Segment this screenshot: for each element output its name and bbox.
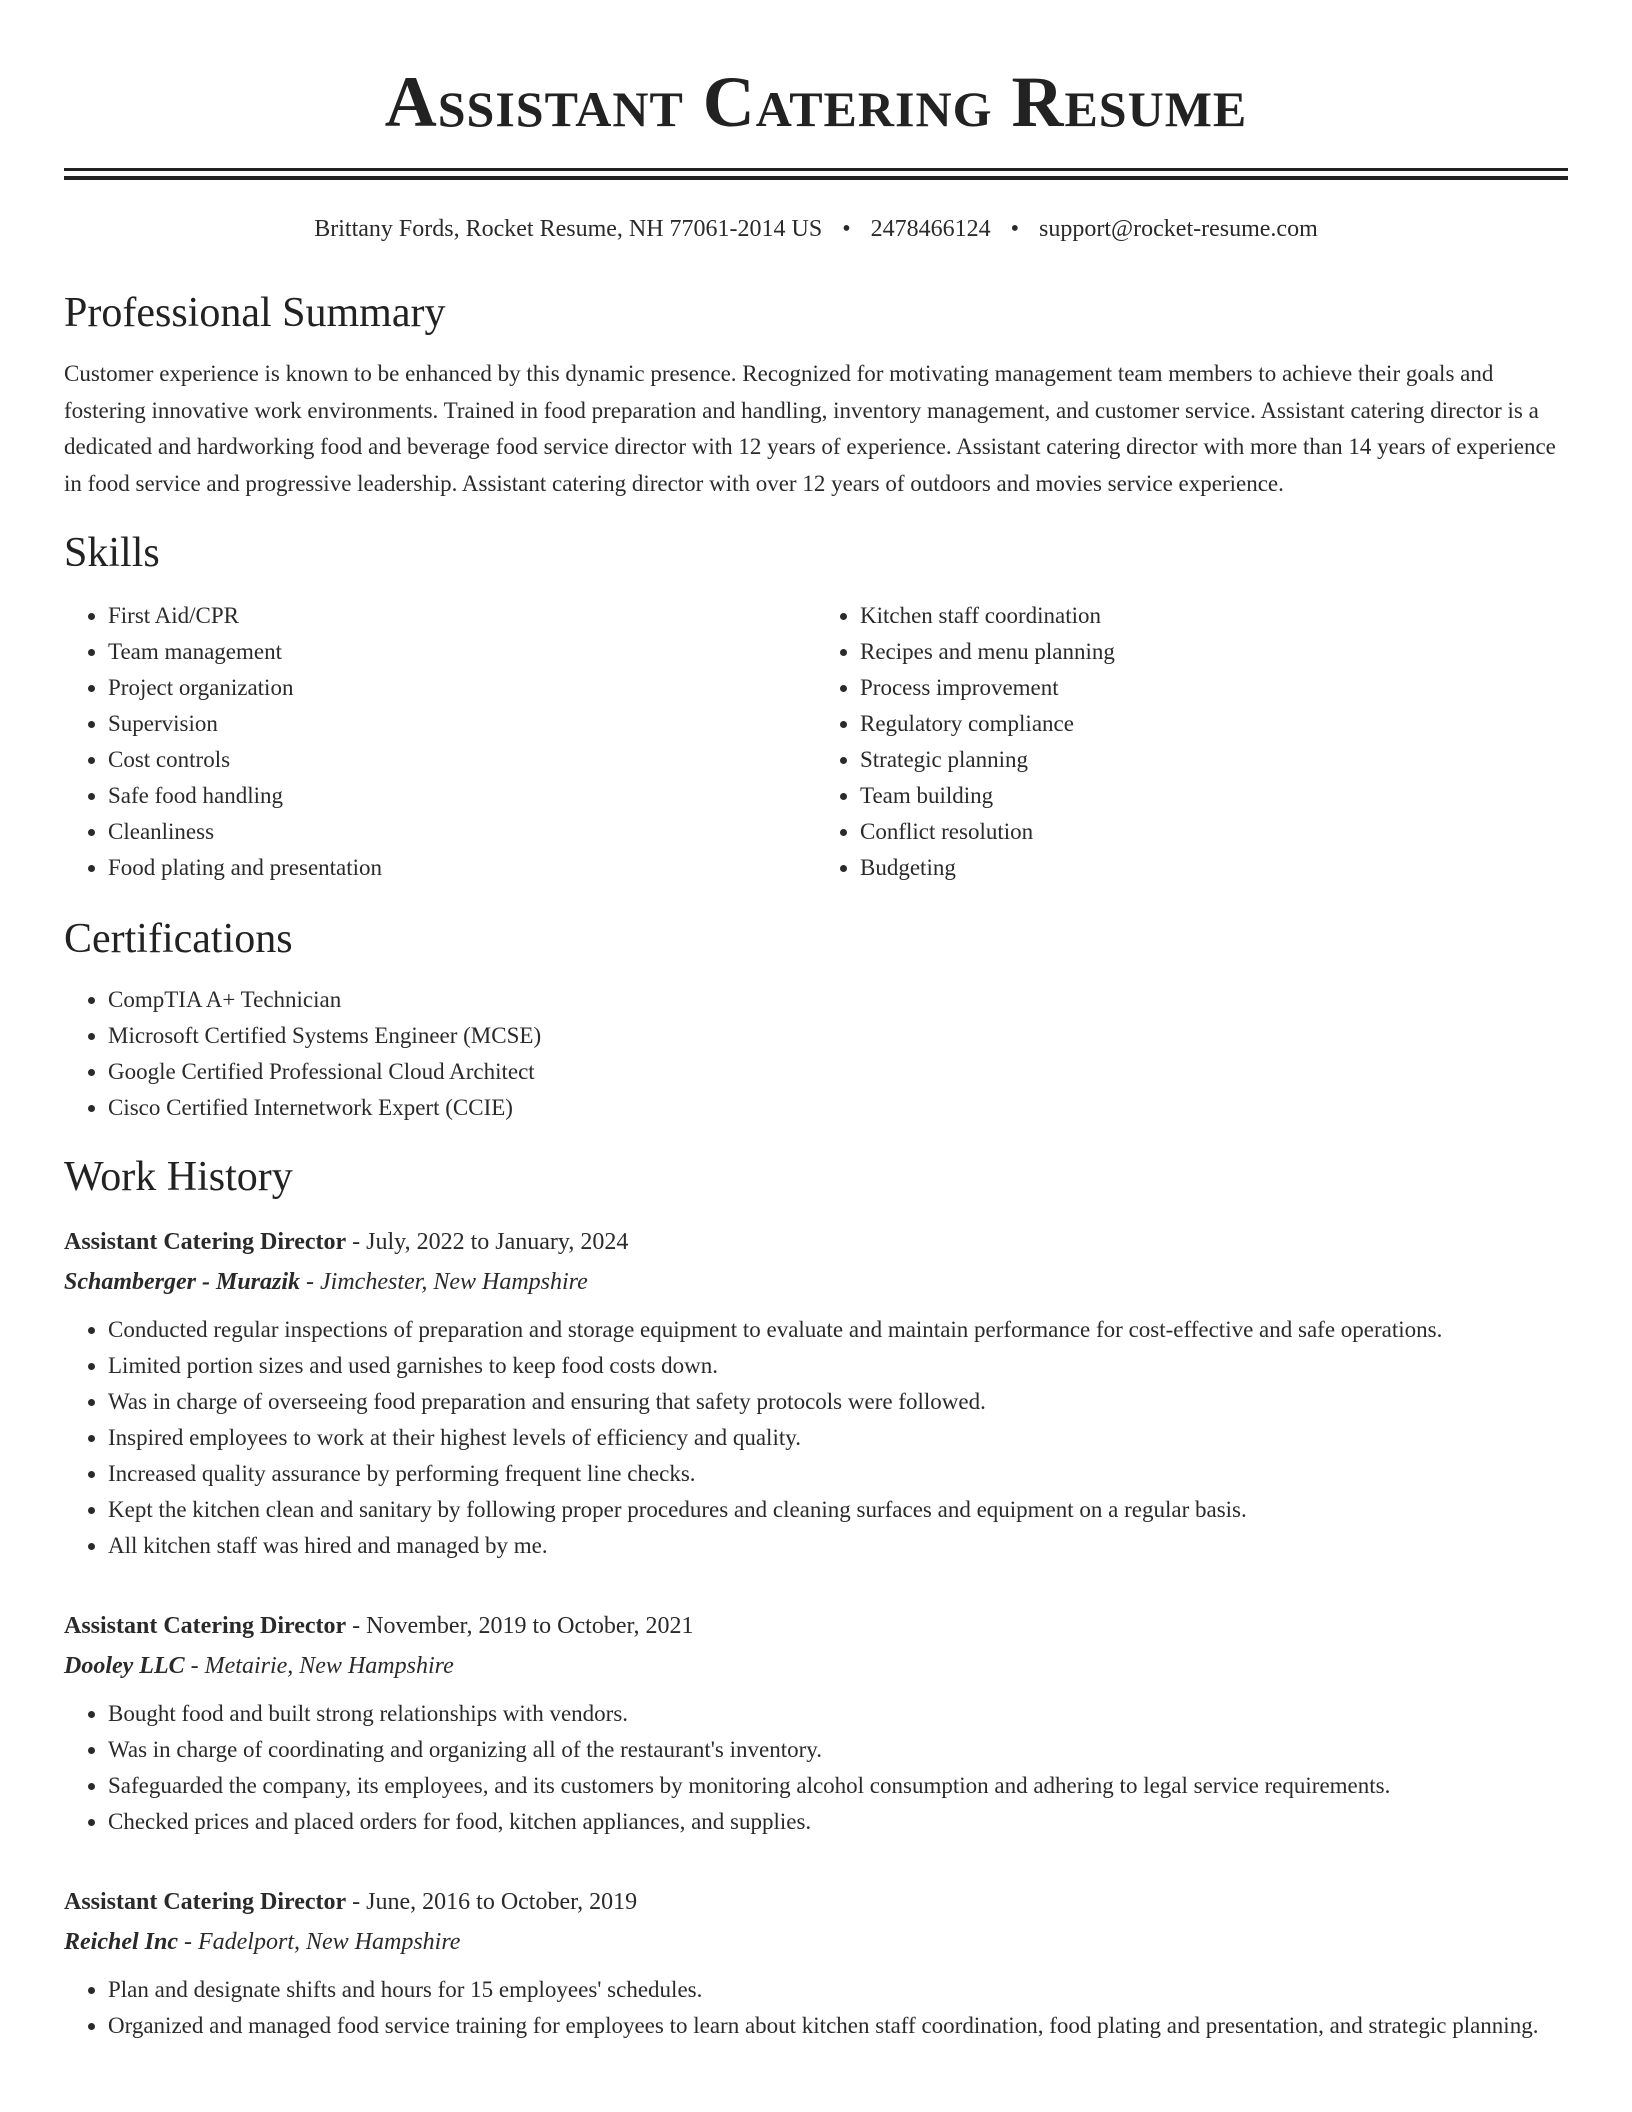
job-title-line: [64, 1222, 1568, 1262]
job-bullets: [64, 1312, 1568, 1564]
contact-address: Brittany Fords, Rocket Resume, NH 77061-2014 US: [314, 216, 823, 242]
certification-item: • Cisco Certified Internetwork Expert (CCIE): [108, 1090, 1568, 1126]
job-title-line: [64, 1882, 1568, 1922]
certifications-list: [64, 982, 1568, 1126]
job-title: Assistant Catering Director: [64, 1889, 347, 1915]
job-bullet: • Limited portion sizes and used garnishes to keep food costs down.: [108, 1348, 1568, 1384]
skills-columns: [64, 598, 1568, 886]
certification-item: • Microsoft Certified Systems Engineer (MCSE): [108, 1018, 1568, 1054]
skill-item: • First Aid/CPR: [108, 598, 816, 634]
skill-item: • Budgeting: [860, 850, 1568, 886]
skills-list-left: [64, 598, 816, 886]
job-bullet: • Safeguarded the company, its employees, and its customers by monitoring alcohol consumption and adhering to legal service requirements.: [108, 1768, 1568, 1804]
contact-separator: •: [1010, 216, 1020, 242]
job-entry: [64, 1882, 1568, 2044]
skill-item: • Strategic planning: [860, 742, 1568, 778]
job-bullet: • Conducted regular inspections of preparation and storage equipment to evaluate and maintain performance for cost-effective and safe operations.: [108, 1312, 1568, 1348]
skill-item: • Cleanliness: [108, 814, 816, 850]
job-location: - Fadelport, New Hampshire: [178, 1929, 461, 1955]
job-company: Schamberger - Murazik: [64, 1269, 301, 1295]
skill-item: • Kitchen staff coordination: [860, 598, 1568, 634]
job-bullet: • Kept the kitchen clean and sanitary by following proper procedures and cleaning surfaces and equipment on a regular basis.: [108, 1492, 1568, 1528]
job-bullet: • Organized and managed food service training for employees to learn about kitchen staff coordination, food plating and presentation, and strategic planning.: [108, 2008, 1568, 2044]
certifications-heading: Certifications: [64, 916, 293, 962]
job-dates: - November, 2019 to October, 2021: [346, 1613, 694, 1639]
job-bullet: • Was in charge of coordinating and organizing all of the restaurant's inventory.: [108, 1732, 1568, 1768]
job-bullet: • All kitchen staff was hired and managed by me.: [108, 1528, 1568, 1564]
contact-line: [64, 214, 1568, 244]
skills-list-right: [816, 598, 1568, 886]
title-divider: [64, 168, 1568, 180]
skill-item: • Recipes and menu planning: [860, 634, 1568, 670]
contact-phone: 2478466124: [870, 216, 991, 242]
contact-email[interactable]: support@rocket-resume.com: [1039, 216, 1318, 242]
page-title: Assistant Catering Resume: [384, 62, 1248, 142]
job-bullet: • Bought food and built strong relationships with vendors.: [108, 1696, 1568, 1732]
skill-item: • Team building: [860, 778, 1568, 814]
job-location: - Metairie, New Hampshire: [184, 1653, 454, 1679]
job-title: Assistant Catering Director: [64, 1229, 347, 1255]
certification-item: • Google Certified Professional Cloud Architect: [108, 1054, 1568, 1090]
contact-separator: •: [842, 216, 851, 242]
job-company-line: [64, 1262, 1568, 1302]
job-dates: - June, 2016 to October, 2019: [346, 1889, 638, 1915]
skill-item: • Food plating and presentation: [108, 850, 816, 886]
job-bullet: • Checked prices and placed orders for food, kitchen appliances, and supplies.: [108, 1804, 1568, 1840]
job-bullet: • Plan and designate shifts and hours for 15 employees' schedules.: [108, 1972, 1568, 2008]
resume-page: [64, 0, 1568, 2044]
job-bullets: [64, 1696, 1568, 1840]
skills-heading: Skills: [64, 530, 160, 576]
job-bullet: • Inspired employees to work at their highest levels of efficiency and quality.: [108, 1420, 1568, 1456]
job-bullets: [64, 1972, 1568, 2044]
skill-item: • Conflict resolution: [860, 814, 1568, 850]
job-title-line: [64, 1606, 1568, 1646]
job-bullet: • Was in charge of overseeing food preparation and ensuring that safety protocols were followed.: [108, 1384, 1568, 1420]
skill-item: • Project organization: [108, 670, 816, 706]
job-bullet: • Increased quality assurance by performing frequent line checks.: [108, 1456, 1568, 1492]
certification-item: • CompTIA A+ Technician: [108, 982, 1568, 1018]
skill-item: • Cost controls: [108, 742, 816, 778]
job-entry: [64, 1222, 1568, 1564]
job-dates: - July, 2022 to January, 2024: [346, 1229, 629, 1255]
job-company-line: [64, 1646, 1568, 1686]
job-location: - Jimchester, New Hampshire: [300, 1269, 588, 1295]
job-company: Reichel Inc: [64, 1929, 178, 1955]
job-entry: [64, 1606, 1568, 1840]
job-company: Dooley LLC: [64, 1653, 185, 1679]
skill-item: • Regulatory compliance: [860, 706, 1568, 742]
job-company-line: [64, 1922, 1568, 1962]
job-title: Assistant Catering Director: [64, 1613, 347, 1639]
summary-heading: Professional Summary: [64, 290, 446, 336]
skill-item: • Supervision: [108, 706, 816, 742]
skill-item: • Safe food handling: [108, 778, 816, 814]
work-history-heading: Work History: [64, 1154, 293, 1200]
summary-text: Customer experience is known to be enhanced by this dynamic presence. Recognized for motivating management team members to achieve their goals and fostering innovative work environments. Trained in food preparation and handling, inventory management, and customer service. Assistant catering director is a dedicated and hardworking food and beverage food service director with 12 years of experience. Assistant catering director with more than 14 years of experience in food service and progressive leadership. Assistant catering director with over 12 years of outdoors and movies service experience.: [64, 361, 1556, 496]
skill-item: • Team management: [108, 634, 816, 670]
skill-item: • Process improvement: [860, 670, 1568, 706]
